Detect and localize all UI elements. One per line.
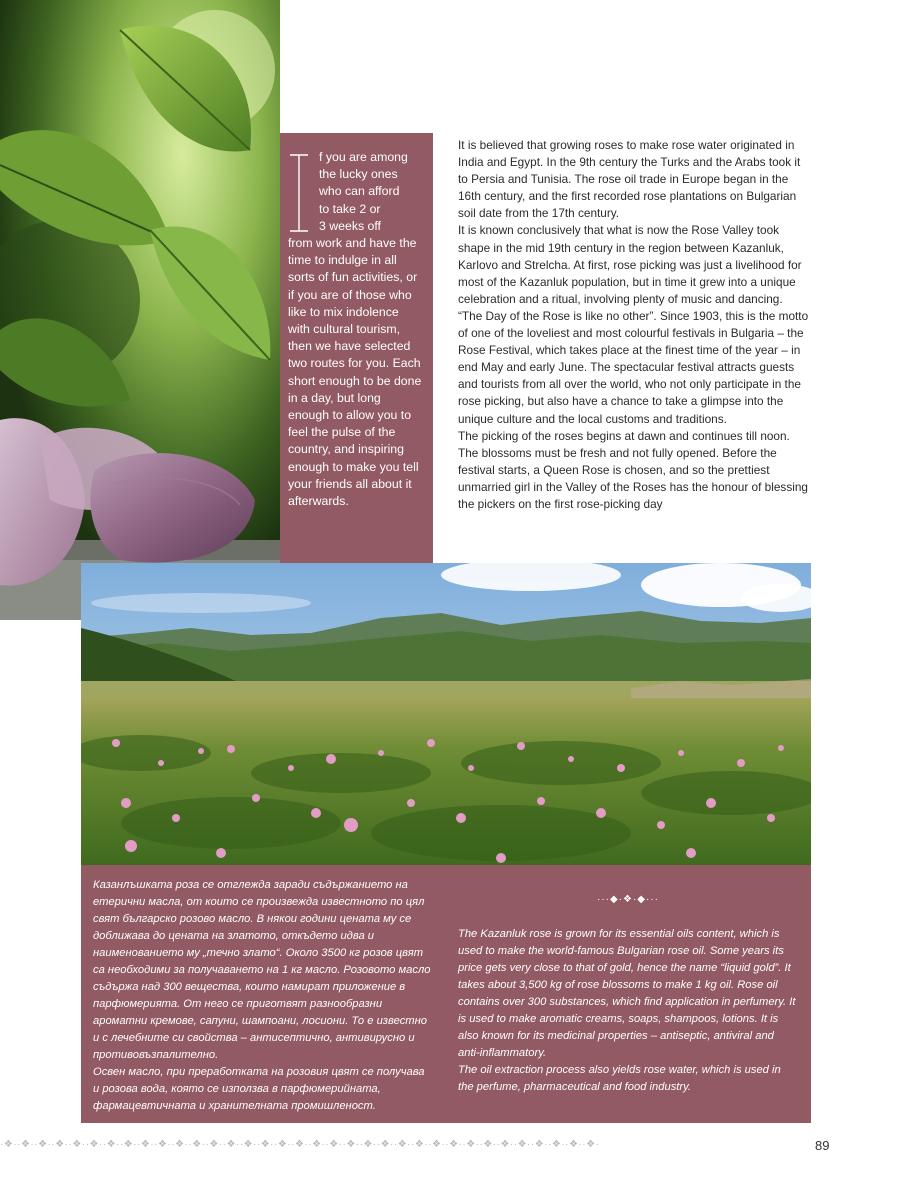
body-paragraph: It is believed that growing roses to make rose water originated in India and Egypt. In the 9th century the Turks and the Arabs took it to Persia and Tunisia. The rose oil trade in Europe began in the 16th century, and the first recorded rose plantations on Bulgarian soil date from the 17th century. bbox=[458, 138, 801, 221]
body-paragraph: The picking of the roses begins at dawn and continues till noon. The blossoms must be fresh and not fully opened. Before the festival starts, a Queen Rose is chosen, and so the prettiest unmarried girl in the Valley of the Roses has the honour of blessing the pickers on the first rose-picking day bbox=[458, 428, 808, 511]
rose-oil-info-box bbox=[81, 865, 811, 1123]
intro-rest: from work and have the time to indulge in all sorts of fun activities, or if you are of those who like to mix indolence with cultural tourism, then we have selected two routes for you. Each short enough to be done in a day, but long enough to allow you to feel the pulse of the country, and inspiring enough to make you tell your friends all about it afterwards. bbox=[288, 236, 422, 509]
intro-line: to take 2 or bbox=[319, 201, 381, 216]
bulgarian-paragraph: Казанлъшката роза се отглежда заради съдържанието на етерични масла, от които се произвежда известното по цял свят българско розово масло. В някои години цената му се доближава до цената на златото, откъдето идва и наименованието му „течно злато“. Около 3500 кг розов цвят са необходими за получаването на 1 кг масло. Розовото масло съдържа над 300 вещества, които намират приложение в парфюмерията. От него се приготвят разнообразни ароматни кремове, сапуни, шампоани, лосиони. То е известно и с лечебните си свойства – антисептично, антивирусно и противовъзпалително. bbox=[93, 879, 431, 1061]
intro-first-lines bbox=[288, 149, 422, 235]
page-number: 89 bbox=[815, 1138, 830, 1153]
body-paragraph: It is known conclusively that what is now the Rose Valley took shape in the mid 19th century in the region between Kazanluk, Karlovo and Strelcha. At first, rose picking was just a livelihood for most of the Kazanluk population, but in time it grew into a unique celebration and a ritual, involving plenty of music and dancing. bbox=[458, 223, 802, 306]
rose-valley-photo bbox=[81, 563, 811, 865]
bulgarian-column bbox=[93, 877, 431, 1115]
english-column bbox=[458, 877, 798, 1096]
intro-line: who can afford bbox=[319, 184, 400, 199]
article-body bbox=[458, 137, 813, 513]
english-paragraph: The oil extraction process also yields rose water, which is used in the perfume, pharmaceutical and food industry. bbox=[458, 1064, 781, 1093]
intro-text bbox=[288, 149, 422, 510]
intro-line: the lucky ones bbox=[319, 167, 398, 182]
ornament-divider-icon: ···◆·❖·◆··· bbox=[597, 894, 659, 905]
bulgarian-paragraph: Освен масло, при преработката на розовия цвят се получава и розова вода, която се използва в парфюмерийната, фармацевтичната и хранителната промишленост. bbox=[93, 1066, 425, 1112]
intro-line: f you are among bbox=[319, 150, 408, 164]
rose-valley-illustration bbox=[81, 563, 811, 865]
intro-box bbox=[280, 133, 433, 563]
body-paragraph: “The Day of the Rose is like no other”. Since 1903, this is the motto of one of the loveliest and most colourful festivals in Bulgaria – the Rose Festival, which takes place at the finest time of the year – in end May and early June. The spectacular festival attracts guests and tourists from all over the world, who not only participate in the rose picking, but also have a chance to take a glimpse into the unique culture and the local customs and traditions. bbox=[458, 308, 809, 426]
footer-ornament-border: ·❖··❖··❖··❖··❖··❖··❖··❖··❖··❖··❖··❖··❖··❖··❖··❖··❖··❖··❖··❖··❖··❖··❖··❖··❖··❖··❖··❖··❖··❖··❖··❖··❖··❖··❖· bbox=[0, 1139, 600, 1150]
rose-leaves-illustration bbox=[0, 0, 280, 620]
rose-leaves-photo bbox=[0, 0, 280, 620]
intro-line: 3 weeks off bbox=[319, 218, 381, 233]
english-paragraph: The Kazanluk rose is grown for its essential oils content, which is used to make the world-famous Bulgarian rose oil. Some years its price gets very close to that of gold, hence the name “liquid gold”. It takes about 3,500 kg of rose blossoms to make 1 kg oil. Rose oil contains over 300 substances, which find application in perfumery. It is used to make aromatic creams, soaps, shampoos, lotions. It is also known for its medicinal properties – antiseptic, antiviral and anti-inflammatory. bbox=[458, 928, 796, 1059]
